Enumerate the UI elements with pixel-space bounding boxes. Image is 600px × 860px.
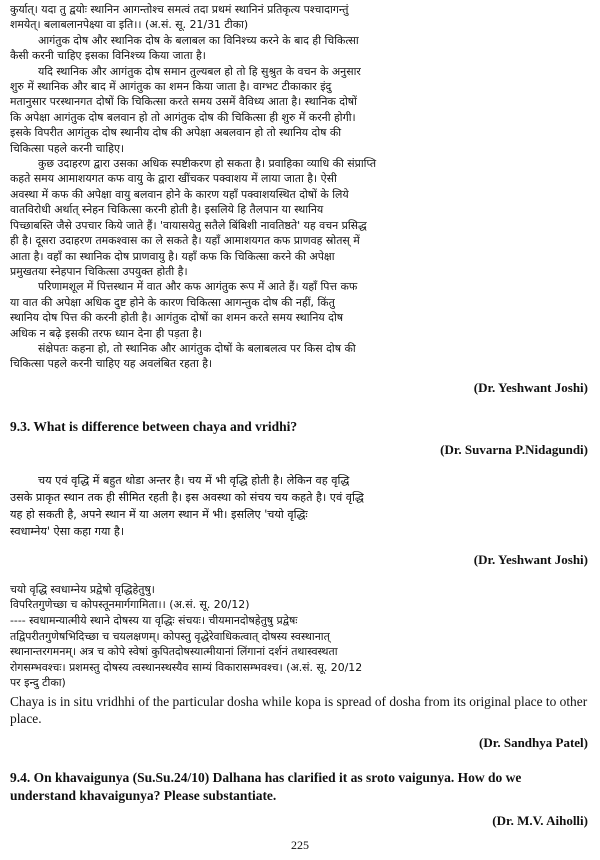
text-line: पिच्छाबस्ति जैसे उपचार किये जाते हैं। 'वायासयेतु सतैले बिंबिशी नावतिष्ठते' यह वचन प्रसिद्ध xyxy=(10,218,367,232)
asker-signature: (Dr. M.V. Aiholli) xyxy=(492,812,588,828)
text-line: तद्विपरीतगुणेषभिदिच्छा च चयलक्षणम्। कोपस्तु वृद्धेरेवाधिकत्वात् दोषस्य स्वस्थानात् xyxy=(10,629,330,643)
text-line: प्रमुखतया स्नेहपान चिकित्सा उपयुक्त होती है। xyxy=(10,264,188,278)
text-line: संक्षेपतः कहना हो, तो स्थानिक और आगंतुक दोषों के बलाबलत्व पर किस दोष की xyxy=(38,341,356,355)
text-line: चिकित्सा पहले करनी चाहिए। xyxy=(10,141,125,155)
asker-signature: (Dr. Suvarna P.Nidagundi) xyxy=(440,441,588,457)
author-signature: (Dr. Yeshwant Joshi) xyxy=(473,551,588,567)
text-line: कि अपेक्षा आगंतुक दोष बलवान हो तो आगंतुक दोष की चिकित्सा ही शुरु में करनी होगी। xyxy=(10,110,356,124)
document-page xyxy=(10,2,588,829)
text-line: ---- स्वधामन्यात्मीये स्थाने दोषस्य या वृद्धिः संचयः। चीयमानदोषहेतुषु प्रद्वेषः xyxy=(10,613,298,627)
text-line: मतानुसार परस्थानगत दोषों कि चिकित्सा करते समय उसमें वैविध्य आता है। स्थानिक दोषों xyxy=(10,95,357,109)
text-line: अवस्था में कफ की अपेक्षा वायु बलवान होने के कारण यहाँ पक्वाशयस्थित दोषों के लिये xyxy=(10,187,349,201)
text-line: कहते समय आमाशयगत कफ वायु के द्वारा खींचकर पक्वाशय में लाया जाता है। ऐसी xyxy=(10,172,337,186)
text-line: यह हो सकती है, अपने स्थान में या अलग स्थान में भी। इसलिए 'चयो वृद्धिः xyxy=(10,507,308,521)
text-line: शमयेत्। बलाबलानपेक्ष्या वा इति।। (अ.सं. सू. 21/31 टीका) xyxy=(10,18,249,32)
text-line: आता है। वहाँ का स्थानिक दोष प्राणवायु है। यहाँ कफ कि चिकित्सा करने की अपेक्षा xyxy=(10,249,335,263)
page-number: 225 xyxy=(291,838,309,852)
text-line: स्थानान्तरगमनम्। अत्र च कोपे स्वेषां कुपितदोषस्यात्मीयानां लिंगानां दर्शनं तथास्वस्थता xyxy=(10,645,338,659)
text-line: इसके विपरीत आगंतुक दोष स्थानीय दोष की अपेक्षा अबलवान हो तो स्थानिय दोष की xyxy=(10,126,342,140)
text-line: पर इन्दु टीका) xyxy=(10,676,66,690)
text-line: ही है। दूसरा उदाहरण तमकश्वास का ले सकते है। यहाँ आमाशयगत कफ प्राणवह स्रोतस् में xyxy=(10,234,360,248)
text-line: विपरितगुणेच्छा च कोपस्तूनमार्गगामिता।। (अ.सं. सू. 20/12) xyxy=(10,598,250,612)
sanskrit-quote xyxy=(10,582,588,691)
section-a-body xyxy=(10,2,588,372)
text-line: परिणामशूल में पित्तस्थान में वात और कफ आगंतुक रूप में आते हैं। यहाँ पित्त कफ xyxy=(38,280,358,294)
question-heading: 9.4. On khavaigunya (Su.Su.24/10) Dalhana has clarified it as sroto vaigunya. How do we understand khavaigunya? Please substantiate. xyxy=(10,769,522,803)
text-line: चयो वृद्धि स्वधाम्नेय प्रद्वेषो वृद्धिहेतुषु। xyxy=(10,582,155,596)
text-line: स्वधाम्नेय' ऐसा कहा गया है। xyxy=(10,524,125,538)
text-line: उसके प्राकृत स्थान तक ही सीमित रहती है। इस अवस्था को संचय चय कहते है। एवं वृद्धि xyxy=(10,490,364,504)
text-line: शुरु में स्थानिक और बाद में आगंतुक का शमन किया जाता है। वाग्भट टीकाकार इंदु xyxy=(10,80,332,94)
text-line: आगंतुक दोष और स्थानिक दोष के बलाबल का विनिश्च्य करने के बाद ही चिकित्सा xyxy=(38,33,359,47)
text-line: स्थानिय दोष पित्त की करनी होती है। आगंतुक दोषों का शमन करते समय स्थानिय दोष xyxy=(10,311,344,325)
text-line: कुर्यात्। यदा तु द्वयोः स्थानिन आगन्तोश्च समत्वं तदा प्रथमं स्थानिनं प्रतिकृत्य पश्चादागन्तुं xyxy=(10,3,349,16)
author-signature: (Dr. Yeshwant Joshi) xyxy=(473,379,588,395)
text-line: कुछ उदाहरण द्वारा उसका अधिक स्पष्टीकरण हो सकता है। प्रवाहिका व्याधि की संप्राप्ति xyxy=(38,157,377,171)
text-line: यदि स्थानिक और आगंतुक दोष समान तुल्यबल हो तो हि सुश्रुत के वचन के अनुसार xyxy=(38,64,361,78)
text-line: चिकित्सा पहले करनी चाहिए यह अवलंबित रहता है। xyxy=(10,357,213,371)
text-line: रोगसम्भवश्चः। प्रशमस्तु दोषस्य त्वस्थानस्थस्यैव साम्यं विकारासम्भवश्च। (अ.सं. सू. 20/12 xyxy=(10,660,363,674)
text-line: चय एवं वृद्धि में बहुत थोडा अन्तर है। चय में भी वृद्धि होती है। लेकिन वह वृद्धि xyxy=(38,473,350,487)
text-line: वातविरोधी अर्थात् स्नेहन चिकित्सा करनी होती है। इसलिये हि तैलपान या स्थानिय xyxy=(10,203,324,217)
author-signature: (Dr. Sandhya Patel) xyxy=(479,734,588,750)
text-line: या वात की अपेक्षा अधिक दुष्ट होने के कारण चिकित्सा आगन्तुक दोष की नहीं, किंतु xyxy=(10,295,335,309)
answer-body xyxy=(10,472,588,540)
text-line: कैसी करनी चाहिए इसका विनिश्च्य किया जाता है। xyxy=(10,49,206,63)
english-answer: Chaya is in situ vridhhi of the particular dosha while kopa is spread of dosha from its original place to other place. xyxy=(10,693,588,726)
question-heading: 9.3. What is difference between chaya and vridhi? xyxy=(10,418,298,434)
text-line: अधिक न बढ़े इसकी तरफ ध्यान देना ही पड़ता है। xyxy=(10,326,203,340)
